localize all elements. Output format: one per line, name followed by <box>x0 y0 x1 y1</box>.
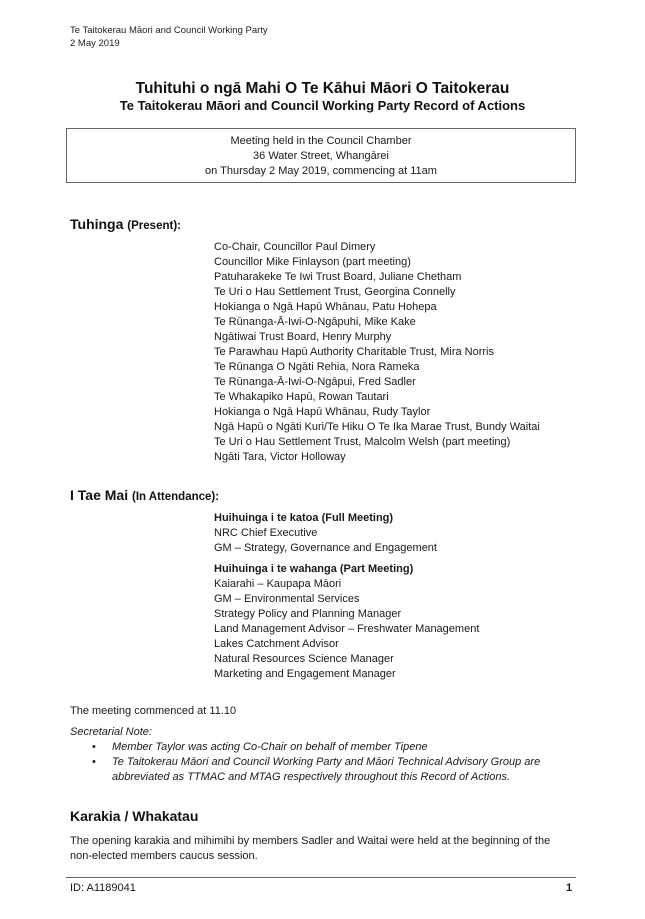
attendance-heading-sub: (In Attendance): <box>131 491 220 503</box>
part-meeting-heading: Huihuinga i te wahanga (Part Meeting) <box>214 563 414 575</box>
meeting-commenced: The meeting commenced at 11.10 <box>70 705 237 717</box>
list-item: Te Whakapiko Hapū, Rowan Tautari <box>214 391 389 403</box>
list-item: Te Parawhau Hapū Authority Charitable Trust, Mira Norris <box>214 346 495 358</box>
list-item: Hokianga o Ngā Hapū Whānau, Patu Hohepa <box>214 301 437 313</box>
meeting-time: on Thursday 2 May 2019, commencing at 11am <box>205 165 437 177</box>
header-org: Te Taitokerau Māori and Council Working Party <box>70 25 268 36</box>
attendance-heading <box>70 487 219 503</box>
bullet-icon: • <box>92 756 96 768</box>
secretarial-note-label: Secretarial Note: <box>70 726 152 738</box>
note-text: Member Taylor was acting Co-Chair on behalf of member Tipene <box>112 741 428 753</box>
list-item: Hokianga o Ngā Hapū Whānau, Rudy Taylor <box>214 406 431 418</box>
list-item: Te Rūnanga-Ā-Iwi-O-Ngāpuhi, Mike Kake <box>214 316 416 328</box>
secretarial-notes <box>70 740 575 785</box>
title-english: Te Taitokerau Māori and Council Working Party Record of Actions <box>119 98 526 113</box>
list-item: Ngāti Tara, Victor Holloway <box>214 451 346 463</box>
list-item: Lakes Catchment Advisor <box>214 638 339 650</box>
list-item: GM – Environmental Services <box>214 593 360 605</box>
list-item: Co-Chair, Councillor Paul Dimery <box>214 241 376 253</box>
list-item: NRC Chief Executive <box>214 527 318 539</box>
note-text: Te Taitokerau Māori and Council Working Party and Māori Technical Advisory Group are abbreviated as TTMAC and MTAG respectively throughout this Record of Actions. <box>112 756 541 783</box>
note-item <box>70 740 575 755</box>
document-id: ID: A1189041 <box>70 882 136 894</box>
list-item: Te Rūnanga-Ā-Iwi-O-Ngāpui, Fred Sadler <box>214 376 416 388</box>
list-item: Ngā Hapū o Ngāti Kuri/Te Hiku O Te Ika Marae Trust, Bundy Waitai <box>214 421 540 433</box>
running-header <box>70 24 268 50</box>
present-heading-main: Tuhinga <box>70 216 124 232</box>
list-item: Patuharakeke Te Iwi Trust Board, Juliane Chetham <box>214 271 462 283</box>
list-item: Natural Resources Science Manager <box>214 653 394 665</box>
present-list <box>214 240 540 465</box>
attendance-full-list <box>214 511 437 556</box>
attendance-part-list <box>214 562 479 682</box>
bullet-icon: • <box>92 741 96 753</box>
footer-divider <box>66 877 576 878</box>
title-maori: Tuhituhi o ngā Mahi O Te Kāhui Māori O Taitokerau <box>135 80 510 97</box>
present-heading <box>70 216 181 232</box>
list-item: Te Rūnanga O Ngāti Rehia, Nora Rameka <box>214 361 420 373</box>
list-item: Strategy Policy and Planning Manager <box>214 608 402 620</box>
full-meeting-heading: Huihuinga i te katoa (Full Meeting) <box>214 512 394 524</box>
meeting-address: 36 Water Street, Whangārei <box>253 150 389 162</box>
page-number: 1 <box>566 882 573 894</box>
karakia-heading: Karakia / Whakatau <box>70 808 199 824</box>
karakia-text: The opening karakia and mihimihi by members Sadler and Waitai were held at the beginning of the non-elected members caucus session. <box>70 835 551 862</box>
meeting-info-box <box>66 128 576 183</box>
list-item: Kaiarahi – Kaupapa Māori <box>214 578 342 590</box>
attendance-heading-main: I Tae Mai <box>70 487 129 503</box>
header-date: 2 May 2019 <box>70 38 120 49</box>
list-item: Ngātiwai Trust Board, Henry Murphy <box>214 331 392 343</box>
list-item: Te Uri o Hau Settlement Trust, Malcolm Welsh (part meeting) <box>214 436 511 448</box>
meeting-location: Meeting held in the Council Chamber <box>230 135 412 147</box>
list-item: Land Management Advisor – Freshwater Management <box>214 623 480 635</box>
present-heading-sub: (Present): <box>127 220 181 232</box>
list-item: Marketing and Engagement Manager <box>214 668 396 680</box>
list-item: Councillor Mike Finlayson (part meeting) <box>214 256 411 268</box>
note-item <box>70 755 575 785</box>
list-item: GM – Strategy, Governance and Engagement <box>214 542 437 554</box>
list-item: Te Uri o Hau Settlement Trust, Georgina Connelly <box>214 286 456 298</box>
